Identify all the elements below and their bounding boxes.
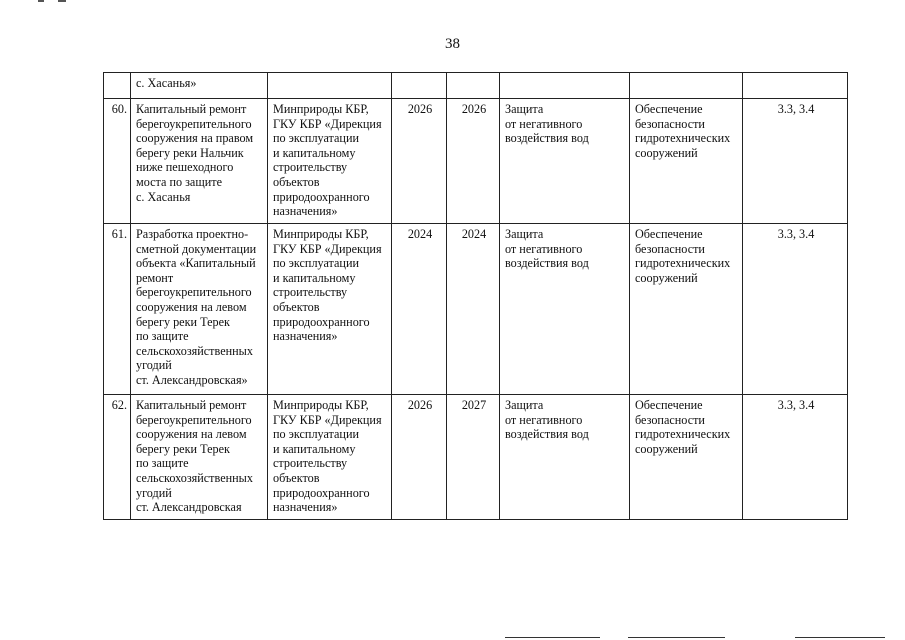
cell-ref: 3.3, 3.4 xyxy=(743,99,848,224)
cell-result xyxy=(630,99,743,224)
cell-result xyxy=(630,73,743,99)
cell-end: 2027 xyxy=(447,395,500,520)
cell-start xyxy=(392,73,447,99)
cell-name xyxy=(131,395,268,520)
cell-num: 61. xyxy=(104,224,131,395)
cell-end xyxy=(447,73,500,99)
footer-rule xyxy=(628,637,725,638)
cell-result xyxy=(630,395,743,520)
measure-name: Капитальный ремонт берегоукрепительного сооружения на левом берегу реки Терек по защите сельскохозяйственных угодий ст. Александровская xyxy=(136,398,253,515)
cell-ref xyxy=(743,73,848,99)
continuation-text: с. Хасанья» xyxy=(136,76,197,90)
cell-result xyxy=(630,224,743,395)
cell-start: 2026 xyxy=(392,395,447,520)
cell-start: 2024 xyxy=(392,224,447,395)
goal-text: Защита от негативного воздействия вод xyxy=(505,398,589,442)
result-text: Обеспечение безопасности гидротехнических сооружений xyxy=(635,102,731,160)
cell-num: 62. xyxy=(104,395,131,520)
cell-end: 2026 xyxy=(447,99,500,224)
table-row-continuation xyxy=(104,73,848,99)
page-number: 38 xyxy=(445,36,460,52)
cell-executor xyxy=(268,99,392,224)
cell-start: 2026 xyxy=(392,99,447,224)
footer-rule xyxy=(505,637,600,638)
cell-name xyxy=(131,73,268,99)
cell-executor xyxy=(268,224,392,395)
table-row xyxy=(104,99,848,224)
cell-ref: 3.3, 3.4 xyxy=(743,395,848,520)
cell-goal xyxy=(500,395,630,520)
footer-rule xyxy=(795,637,885,638)
cell-num xyxy=(104,73,131,99)
result-text: Обеспечение безопасности гидротехнических сооружений xyxy=(635,398,731,456)
executor-text: Минприроды КБР, ГКУ КБР «Дирекция по эксплуатации и капитальному строительству объектов природоохранного назначения» xyxy=(273,227,382,344)
measure-name: Разработка проектно- сметной документации объекта «Капитальный ремонт берегоукрепительного сооружения на левом берегу реки Терек по защите сельскохозяйственных угодий ст. Александровская» xyxy=(136,227,257,387)
goal-text: Защита от негативного воздействия вод xyxy=(505,227,589,271)
executor-text: Минприроды КБР, ГКУ КБР «Дирекция по эксплуатации и капитальному строительству объектов природоохранного назначения» xyxy=(273,398,382,515)
cell-goal xyxy=(500,73,630,99)
goal-text: Защита от негативного воздействия вод xyxy=(505,102,589,146)
cell-executor xyxy=(268,73,392,99)
table-row xyxy=(104,224,848,395)
measures-table xyxy=(103,72,848,520)
cell-name xyxy=(131,99,268,224)
cell-goal xyxy=(500,224,630,395)
cell-executor xyxy=(268,395,392,520)
measure-name: Капитальный ремонт берегоукрепительного сооружения на правом берегу реки Нальчик ниже пешеходного моста по защите с. Хасанья xyxy=(136,102,254,204)
cell-ref: 3.3, 3.4 xyxy=(743,224,848,395)
cell-name xyxy=(131,224,268,395)
result-text: Обеспечение безопасности гидротехнических сооружений xyxy=(635,227,731,285)
executor-text: Минприроды КБР, ГКУ КБР «Дирекция по эксплуатации и капитальному строительству объектов природоохранного назначения» xyxy=(273,102,382,219)
table-row xyxy=(104,395,848,520)
cell-num: 60. xyxy=(104,99,131,224)
cell-goal xyxy=(500,99,630,224)
scan-corner-marks xyxy=(38,0,80,18)
cell-end: 2024 xyxy=(447,224,500,395)
